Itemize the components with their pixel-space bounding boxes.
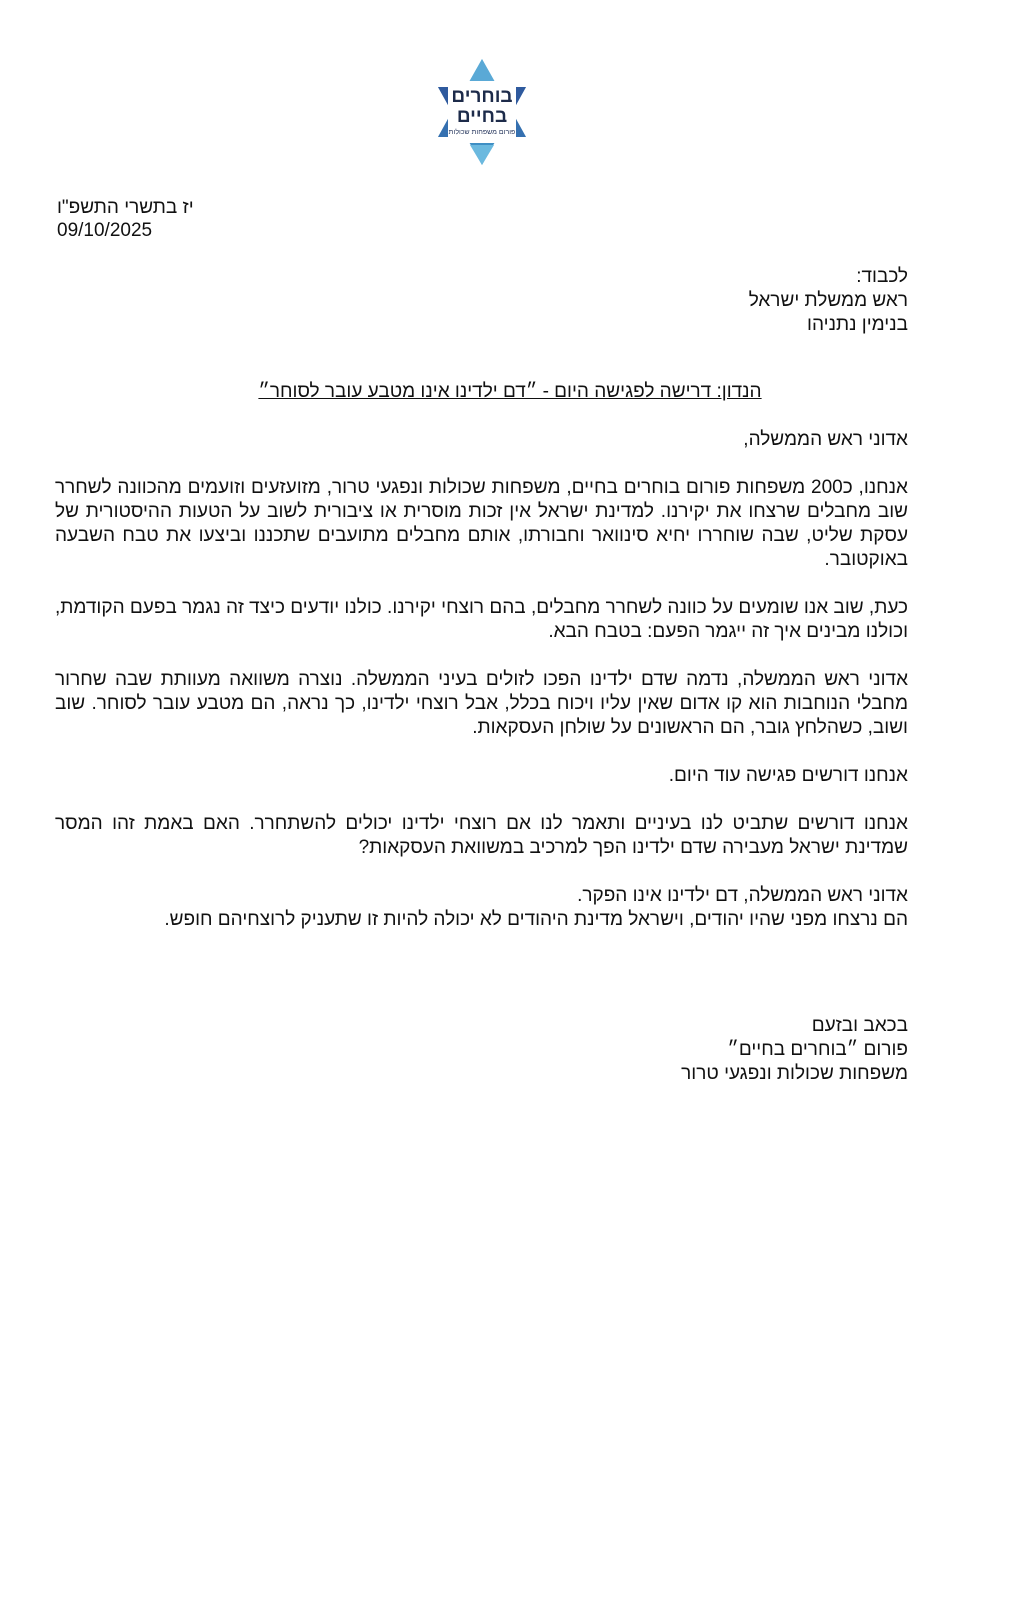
signature-block xyxy=(681,1014,908,1086)
signature-forum: פורום ״בוחרים בחיים״ xyxy=(727,1039,908,1060)
body-paragraph: כעת, שוב אנו שומעים על כוונה לשחרר מחבלים, בהם רוצחי יקירנו. כולנו יודעים כיצד זה נגמר בפעם הקודמת, וכולנו מבינים איך זה ייגמר הפעם: בטבח הבא. xyxy=(55,597,908,642)
greeting: אדוני ראש הממשלה, xyxy=(743,429,908,450)
hebrew-date: יז בתשרי התשפ"ו xyxy=(57,197,194,218)
subject-line xyxy=(0,380,1020,404)
logo-title-line2: בחיים xyxy=(456,106,508,127)
subject-text: הנדון: דרישה לפגישה היום - ״דם ילדינו אינו מטבע עובר לסוחר״ xyxy=(258,381,762,402)
body-paragraph: אדוני ראש הממשלה, נדמה שדם ילדינו הפכו לזולים בעיני הממשלה. נוצרה משוואה מעוותת שבה שחרור מחבלי הנוחבות הוא קו אדום שאין עליו ויכוח בכלל, אבל רוצחי ילדינו, כך נראה, הם מטבע עובר לסוחר. שוב ושוב, כשהלחץ גובר, הם הראשונים על שולחן העסקאות. xyxy=(55,669,908,738)
recipient-block xyxy=(749,265,908,337)
recipient-salutation: לכבוד: xyxy=(856,266,908,287)
body-paragraph: אנחנו דורשים פגישה עוד היום. xyxy=(668,765,908,786)
closing-phrase: בכאב ובזעם xyxy=(811,1015,908,1036)
final-line: אדוני ראש הממשלה, דם ילדינו אינו הפקר. xyxy=(577,885,908,906)
organization-logo xyxy=(432,57,532,167)
recipient-name: בנימין נתניהו xyxy=(807,314,908,335)
body-paragraph: אנחנו, כ200 משפחות פורום בוחרים בחיים, משפחות שכולות ונפגעי טרור, מזועזעים וזועמים מהכוונה לשחרר שוב מחבלים שרצחו את יקירנו. למדינת ישראל אין זכות מוסרית או ציבורית לשוב על הטעות ההיסטורית של עסקת שליט, שבה שוחררו יחיא סינוואר וחבורתו, אותם מחבלים מתועבים שתכננו וביצעו את טבח השבעה באוקטובר. xyxy=(55,477,908,570)
date-block xyxy=(57,196,194,242)
gregorian-date: 09/10/2025 xyxy=(57,220,153,241)
final-line: הם נרצחו מפני שהיו יהודים, וישראל מדינת היהודים לא יכולה להיות זו שתעניק לרוצחיהם חופש. xyxy=(164,909,908,930)
logo-title-line1: בוחרים xyxy=(451,86,513,107)
recipient-title: ראש ממשלת ישראל xyxy=(748,290,908,311)
letter-body xyxy=(55,428,908,932)
logo-subtitle: פורום משפחות שכולות xyxy=(448,129,516,136)
signature-families: משפחות שכולות ונפגעי טרור xyxy=(681,1063,908,1084)
body-paragraph: אנחנו דורשים שתביט לנו בעיניים ותאמר לנו אם רוצחי ילדינו יכולים להשתחרר. האם באמת זהו המסר שמדינת ישראל מעבירה שדם ילדינו הפך למרכיב במשוואת העסקאות? xyxy=(55,813,908,858)
